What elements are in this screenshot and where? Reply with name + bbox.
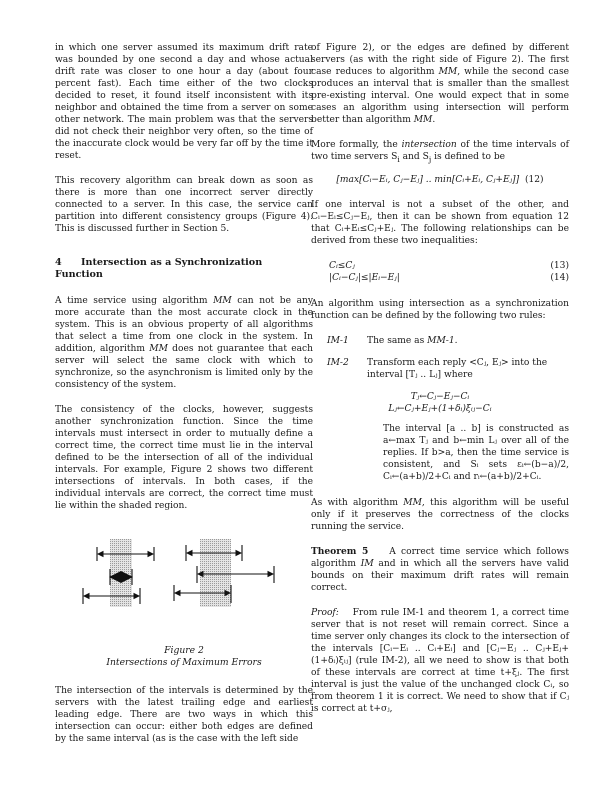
equations-13-14 xyxy=(311,260,569,284)
paragraph: This recovery algorithm can break down as soon as there is more than one incorrect server directly connected to a server. In this case, the service can partition into different consistency groups (Figure 4). This is discussed further in Section 5. xyxy=(55,176,313,234)
figure-2 xyxy=(55,525,313,643)
equation-lj: Lⱼ←Cⱼ+Eⱼ+(1+δᵢ)ξᵢⱼ−Cᵢ xyxy=(388,403,492,414)
paragraph: A time service using algorithm MM can not be any more accurate than the most accurate clock in the system. This is an obvious property of all algorithms that select a time from one clock in the system. In addition, algorithm MM does not guarantee that each server will select the same clock with which to synchronize, so the asynchronism is limited only by the consistency of the system. xyxy=(55,296,313,390)
rule-text: Transform each reply <Cⱼ, Eⱼ> into the interval [Tⱼ .. Lⱼ] where xyxy=(367,357,548,380)
intervals-diagram xyxy=(80,525,290,617)
rule-im-2 xyxy=(311,357,569,381)
section-heading xyxy=(55,257,313,281)
figure-caption xyxy=(55,645,313,669)
figure-title: Intersections of Maximum Errors xyxy=(106,657,262,668)
theorem-label: Theorem 5 xyxy=(311,545,369,557)
paragraph: The consistency of the clocks, however, suggests another synchronization function. Since the time intervals must intersect in order to mutually define a correct time, the correct time must lie in the interval defined to be the intersection of all of the individual intervals. For example, Figure 2 shows two different intersections of intervals. In both cases, if the individual intervals are correct, the correct time must lie within the shaded region. xyxy=(55,405,313,511)
paragraph: of Figure 2), or the edges are defined by different servers (as with the right side of Figure 2). The first case reduces to algorithm MM, while the second case produces an interval that is smaller than the smallest pre-existing interval. One would expect that in some cases an algorithm using intersection will perform better than algorithm MM. xyxy=(311,43,569,125)
theorem-5: Theorem 5 A correct time service which follows algorithm IM and in which all the servers have valid bounds on their maximum drift rates will remain correct. xyxy=(311,545,569,593)
paragraph: If one interval is not a subset of the other, and Cᵢ−Eᵢ≤Cⱼ−Eⱼ, then it can be shown from equation 12 that Cᵢ+Eᵢ≤Cⱼ+Eⱼ. The following relationships can be derived from these two inequalities: xyxy=(311,199,569,246)
proof-label: Proof: xyxy=(311,607,339,618)
proof: Proof: From rule IM-1 and theorem 1, a correct time server that is not reset will remain correct. Since a time server only changes its clock to the intersection of the intervals [Cᵢ−Eᵢ .. Cᵢ+Eᵢ] and [Cⱼ−Eⱼ .. Cⱼ+Eⱼ+(1+δᵢ)ξᵢⱼ] (rule IM-2), all we need to show is that both of these intervals are correct at time t+ξⱼ. The first interval is just the value of the unchanged clock Cᵢ, so from theorem 1 it is correct. We need to show that if Cⱼ is correct at t+σⱼ, xyxy=(311,607,569,714)
rule-label: IM-1 xyxy=(327,335,349,346)
shaded-intersection-right xyxy=(200,539,231,607)
rule-im-1 xyxy=(311,335,569,347)
equation-tj: Tⱼ←Cⱼ−Eⱼ−Cᵢ xyxy=(410,391,470,402)
section-number: 4 xyxy=(55,257,62,268)
equation-12: [max[Cᵢ−Eᵢ, Cⱼ−Eⱼ] .. min[Cᵢ+Eᵢ, Cⱼ+Eⱼ]] (12) xyxy=(336,174,544,185)
paragraph: in which one server assumed its maximum drift rate was bounded by one second a day and whose actual drift rate was closer to one hour a day (about four percent fast). Each time either of the two clocks decided to reset, it found itself inconsistent with its neighbor and obtained the time from a server on some other network. The main problem was that the servers did not check their neighbor very often, so the time of the inaccurate clock would be very far off by the time it reset. xyxy=(55,43,313,161)
equation-13: Cᵢ≤Cⱼ (13) xyxy=(329,260,569,271)
paragraph: As with algorithm MM, this algorithm will be useful only if it preserves the correctness of the clocks running the service. xyxy=(311,497,569,532)
paragraph: An algorithm using intersection as a synchronization function can be defined by the following two rules: xyxy=(311,298,569,321)
rule-equations xyxy=(311,391,569,415)
paragraph: The intersection of the intervals is determined by the servers with the latest trailing edge and earliest leading edge. There are two ways in which this intersection can occur: either both edges are defined by the same interval (as is the case with the left side xyxy=(55,686,313,744)
shaded-intersection-left xyxy=(110,539,132,607)
section-title: Intersection as a Synchronization Function xyxy=(55,257,263,280)
right-column xyxy=(311,42,569,728)
left-column xyxy=(55,42,313,758)
figure-label: Figure 2 xyxy=(164,645,204,656)
rule-label: IM-2 xyxy=(327,357,349,368)
equation-14: |Cᵢ−Cⱼ|≤|Eᵢ−Eⱼ| (14) xyxy=(329,272,569,283)
rule-text: The same as MM-1. xyxy=(367,335,458,346)
rule-paragraph: The interval [a .. b] is constructed as a←max Tⱼ and b←min Lⱼ over all of the replies. If b>a, then the time service is consistent, and Sᵢ sets εᵢ←(b−a)/2, Cᵢ←(a+b)/2+Cᵢ and rᵢ←(a+b)/2+Cᵢ. xyxy=(383,423,569,482)
paragraph: More formally, the intersection of the time intervals of two time servers $S_i$ and $S_j$ is defined to be xyxy=(311,140,569,164)
